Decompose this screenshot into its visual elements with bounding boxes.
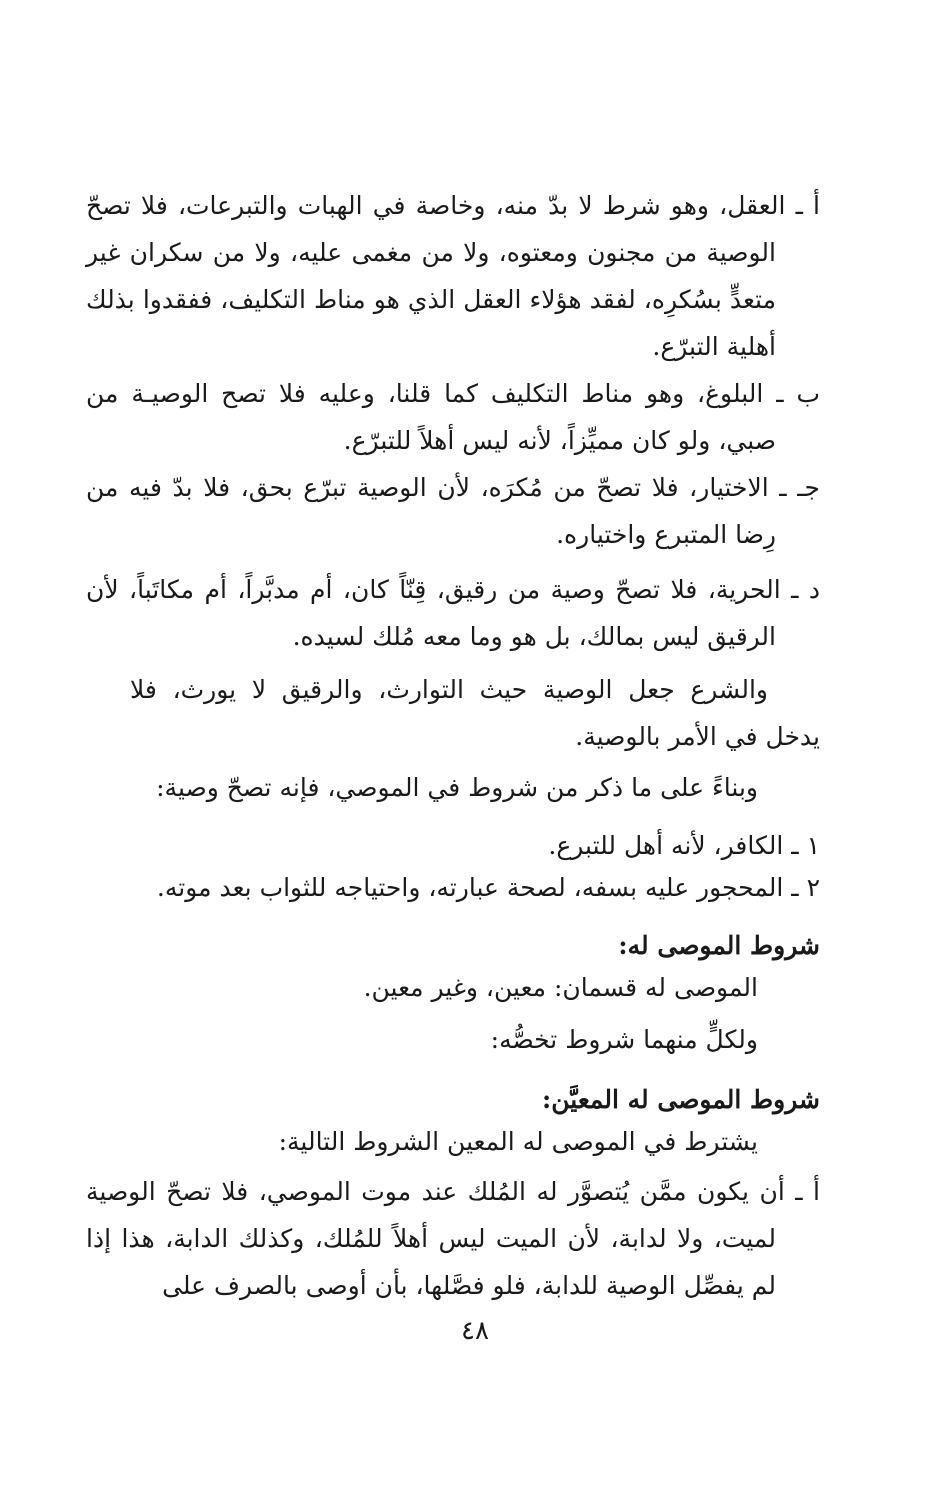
page-number: ٤٨ xyxy=(461,1316,489,1346)
heading-legatee-conditions: شروط الموصى له: xyxy=(618,931,820,960)
paragraph-valid-will-intro: وبناءً على ما ذكر من شروط في الموصي، فإنه تصحّ وصية: xyxy=(156,773,758,802)
condition-a-reason: أ ـ العقل، وهو شرط لا بدّ منه، وخاصة في الهبات والتبرعات، فلا تصحّ الوصية من مجنون ومعتوه، ولا من مغمى عليه، ولا من سكران غير متعدٍّ بسُكرِه، لفقد هؤلاء العقل الذي هو مناط التكليف، ففقدوا بذلك أهلية التبرّع. xyxy=(86,191,820,361)
condition-a-ownership: أ ـ أن يكون ممَّن يُتصوَّر له المُلك عند موت الموصي، فلا تصحّ الوصية لميت، ولا لدابة، لأن الميت ليس أهلاً للمُلك، وكذلك الدابة، هذا إذا لم يفصِّل الوصية للدابة، فلو فصَّلها، بأن أوصى بالصرف على xyxy=(86,1177,820,1300)
condition-d-freedom: د ـ الحرية، فلا تصحّ وصية من رقيق، قِنّاً كان، أم مدبَّراً، أم مكاتَباً، لأن الرقيق ليس بمالك، بل هو وما معه مُلك لسيده. xyxy=(86,575,820,651)
paragraph-following-conditions: يشترط في الموصى له المعين الشروط التالية: xyxy=(278,1127,758,1156)
list-item-1: ١ ـ الكافر، لأنه أهل للتبرع. xyxy=(548,831,820,860)
condition-b-puberty: ب ـ البلوغ، وهو مناط التكليف كما قلنا، وعليه فلا تصح الوصيـة من صبي، ولو كان مميِّزاً، لأنه ليس أهلاً للتبرّع. xyxy=(86,379,820,455)
list-item-2: ٢ ـ المحجور عليه بسفه، لصحة عبارته، واحتياجه للثواب بعد موته. xyxy=(156,873,820,902)
paragraph-each-conditions: ولكلٍّ منهما شروط تخصُّه: xyxy=(490,1025,758,1054)
paragraph-inheritance: والشرع جعل الوصية حيث التوارث، والرقيق لا يورث، فلا يدخل في الأمر بالوصية. xyxy=(130,675,820,751)
condition-j-choice: جـ ـ الاختيار، فلا تصحّ من مُكرَه، لأن الوصية تبرّع بحق، فلا بدّ فيه من رِضا المتبرع واختياره. xyxy=(86,473,820,549)
paragraph-legatee-types: الموصى له قسمان: معين، وغير معين. xyxy=(363,973,758,1002)
heading-specified-legatee: شروط الموصى له المعيَّن: xyxy=(542,1085,820,1114)
